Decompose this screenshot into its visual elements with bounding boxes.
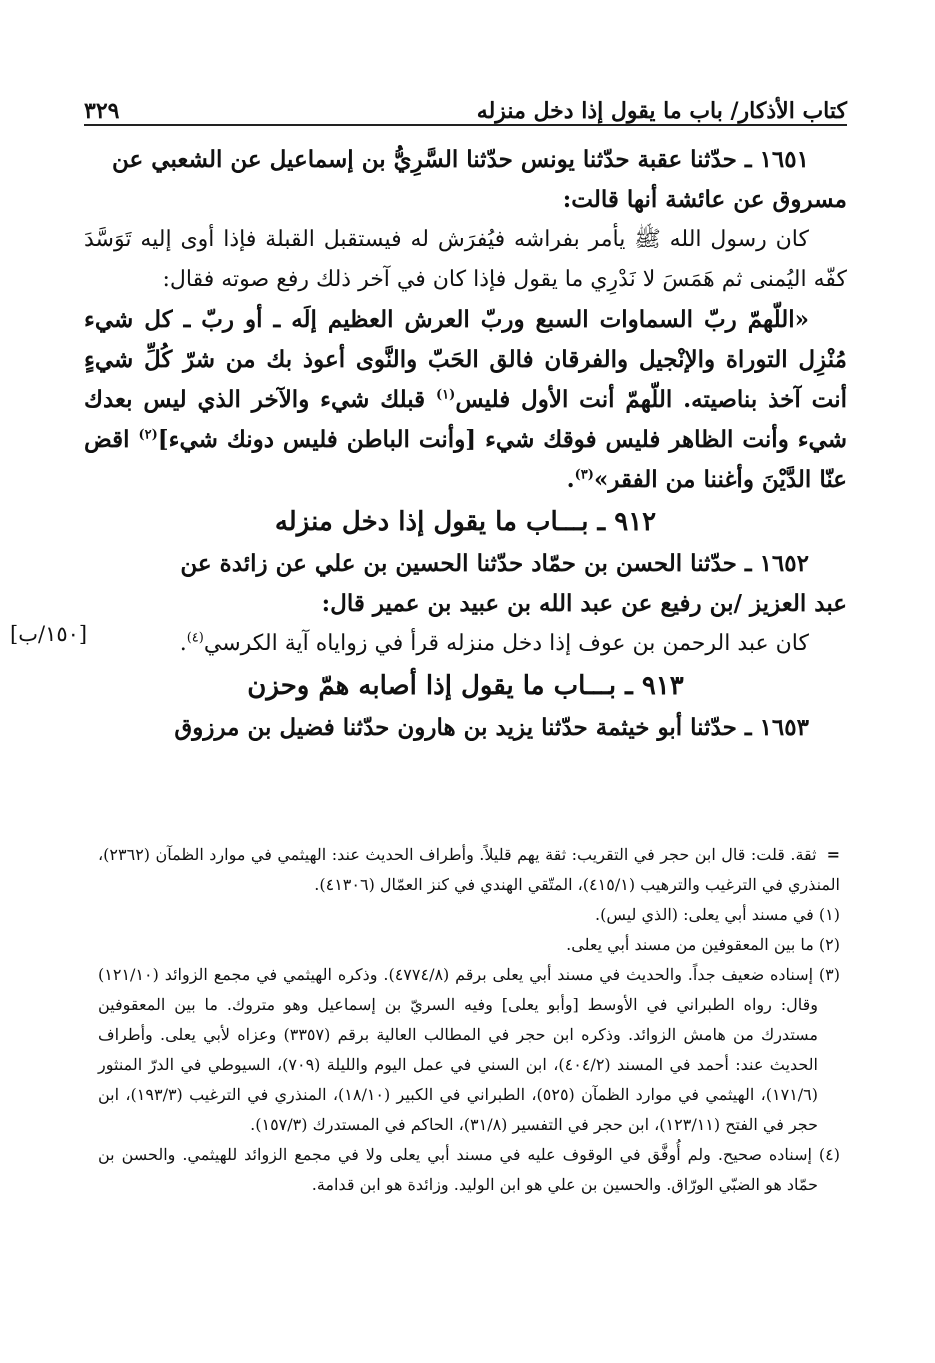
footnote-4: (٤) إسناده صحيح. ولم أُوفَّق في الوقوف عليه في مسند أبي يعلى ولا في مجمع الزوائد للهيثمي. والحسن بن حمّاد هو الضبّي الورّاق. والحسين بن علي هو ابن الوليد. وزائدة هو ابن قدامة. — [98, 1145, 841, 1194]
dua-part2: قبلك شيء والآخر الذي ليس بعدك شيء وأنت الظاهر فليس فوقك شيء [وأنت الباطن فليس دونك شيء] — [84, 386, 847, 453]
footnote-ref-2[interactable]: (٢) — [138, 427, 158, 443]
footnote-3: (٣) إسناده ضعيف جداً. والحديث في مسند أبي يعلى برقم (٤٧٧٤/٨). وذكره الهيثمي في مجمع الزوائد (١٢١/١٠) وقال: رواه الطبراني في الأوسط [وأبو يعلى] وفيه السريّ بن إسماعيل وهو متروك. ما بين المعقوفين مستدرك من هامش الزوائد. وذكره ابن حجر في المطالب العالية برقم (٣٣٥٧) وعزاه لأبي يعلى. وأطراف الحديث عند: أحمد في المسند (٤٠٤/٢)، ابن السني في عمل اليوم والليلة (٧٠٩)، السيوطي في الدرّ المنثور (١٧١/٦)، الهيثمي في موارد الظمآن (٥٢٥)، الطبراني في الكبير (١٨/١٠)، المنذري في الترغيب (١٩٣/٣)، ابن حجر في الفتح (١٢٣/١١)، ابن حجر في التفسير (٣١/٨)، الحاكم في المستدرك (١٥٧/٣). — [98, 965, 840, 1134]
footnote-ref-3[interactable]: (٣) — [574, 467, 594, 483]
footnote-1: (١) في مسند أبي يعلى: (الذي ليس). — [595, 905, 840, 924]
hadith-1652-line2: عبد العزيز /بن رفيع عن عبد الله بن عبيد بن عمير قال: — [321, 590, 847, 617]
dua-part3: اقض عنّا الدَّيْنَ وأغننا من الفقر» — [84, 426, 847, 493]
chapter-heading-912: ٩١٢ ـ بـــاب ما يقول إذا دخل منزله — [274, 507, 657, 537]
header-rule — [84, 124, 847, 126]
continuation-text: ثقة. قلت: قال ابن حجر في التقريب: ثقة يهم قليلاً. وأطراف الحديث عند: الهيثمي في موارد الظمآن (٢٣٦٢)، المنذري في الترغيب والترهيب (٤١٥/١)، المتّقي الهندي في كنز العمّال (٤١٣٠٦). — [98, 845, 840, 894]
hadith-1652-body: كان عبد الرحمن بن عوف إذا دخل منزله قرأ في زواياه آية الكرسي — [203, 631, 809, 656]
manuscript-folio-note: [١٥٠/ب] — [10, 622, 88, 646]
chapter-heading-913: ٩١٣ ـ بـــاب ما يقول إذا أصابه همّ وحزن — [247, 671, 684, 701]
dua-part1: «اللّهمّ ربّ السماوات السبع وربّ العرش العظيم إلَه ـ أو ربّ ـ كل شيء مُنْزِل التوراة والإنْجيل والفرقان فالق الحَبّ والنَّوى أعوذ بك من شرّ كُلِّ شيءٍ أنت آخذ بناصيته. اللّهمّ أنت الأول فليس — [84, 306, 847, 413]
running-header — [84, 82, 847, 124]
hadith-1651-line2: مسروق عن عائشة أنها قالت: — [562, 186, 847, 213]
footnote-continuation — [98, 840, 840, 900]
footnote-2: (٢) ما بين المعقوفين من مسند أبي يعلى. — [566, 935, 840, 954]
running-title: كتاب الأذكار/ باب ما يقول إذا دخل منزله — [476, 98, 847, 124]
main-text — [84, 140, 847, 748]
hadith-1652-end: . — [179, 631, 187, 656]
hadith-1652-text — [84, 624, 847, 664]
hadith-1653-line1: ١٦٥٣ ـ حدّثنا أبو خيثمة حدّثنا يزيد بن هارون حدّثنا فضيل بن مرزوق — [174, 714, 809, 741]
dua-end: . — [566, 466, 575, 493]
continuation-mark: = — [826, 845, 840, 864]
hadith-1652-line1: ١٦٥٢ ـ حدّثنا الحسن بن حمّاد حدّثنا الحسين بن علي عن زائدة عن — [180, 550, 809, 577]
hadith-1651-dua — [84, 300, 847, 500]
footnote-ref-4[interactable]: (٤) — [186, 630, 204, 646]
page-number: ٣٢٩ — [84, 98, 120, 124]
hadith-1651-narration: كان رسول الله ﷺ يأمر بفراشه فيُفرَش له فيستقبل القبلة فإذا أوى إليه تَوَسَّدَ كفّه اليُمنى ثم هَمَسَ لا نَدْرِي ما يقول فإذا كان في آخر ذلك رفع صوته فقال: — [84, 227, 847, 292]
hadith-1651-line1: ١٦٥١ ـ حدّثنا عقبة حدّثنا يونس حدّثنا السَّرِيُّ بن إسماعيل عن الشعبي عن — [112, 146, 809, 173]
footnotes — [98, 840, 840, 1200]
footnote-ref-1[interactable]: (١) — [436, 387, 456, 403]
